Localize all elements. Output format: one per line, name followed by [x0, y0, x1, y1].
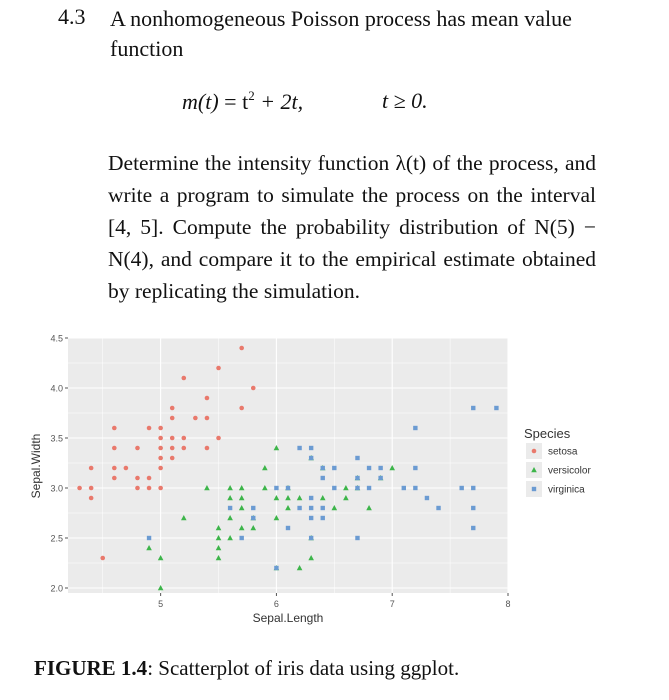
legend-label-versicolor: versicolor	[548, 465, 591, 477]
setosa-point	[89, 496, 94, 501]
setosa-point	[158, 486, 163, 491]
setosa-point	[205, 416, 210, 421]
setosa-point	[158, 426, 163, 431]
virginica-point	[355, 536, 359, 540]
setosa-point	[239, 346, 244, 351]
setosa-point	[158, 456, 163, 461]
setosa-point	[170, 446, 175, 451]
iris-scatterplot	[0, 328, 669, 648]
equation-lhs: m(t)	[182, 89, 219, 114]
x-tick-label: 7	[389, 599, 395, 609]
setosa-point	[158, 436, 163, 441]
setosa-point	[239, 406, 244, 411]
setosa-point	[89, 466, 94, 471]
legend-key-virginica	[532, 487, 536, 491]
virginica-point	[251, 506, 255, 510]
virginica-point	[309, 506, 313, 510]
virginica-point	[274, 486, 278, 490]
y-tick-label: 2.5	[50, 533, 63, 544]
virginica-point	[436, 506, 440, 510]
virginica-point	[309, 456, 313, 460]
setosa-point	[135, 446, 140, 451]
virginica-point	[413, 466, 417, 470]
y-tick-label: 3.0	[50, 483, 63, 494]
exercise-number: 4.3	[58, 4, 86, 29]
setosa-point	[112, 446, 117, 451]
setosa-point	[205, 446, 210, 451]
virginica-point	[297, 506, 301, 510]
legend	[524, 426, 591, 497]
setosa-point	[112, 466, 117, 471]
legend-label-setosa: setosa	[548, 446, 578, 458]
y-axis-title: Sepal.Width	[29, 433, 43, 499]
setosa-point	[112, 426, 117, 431]
equation-rest: + 2t,	[254, 89, 304, 114]
setosa-point	[181, 436, 186, 441]
setosa-point	[216, 436, 221, 441]
setosa-point	[77, 486, 82, 491]
virginica-point	[147, 536, 151, 540]
setosa-point	[170, 416, 175, 421]
virginica-point	[425, 496, 429, 500]
virginica-point	[321, 516, 325, 520]
virginica-point	[355, 456, 359, 460]
y-tick-label: 3.5	[50, 433, 63, 444]
virginica-point	[297, 446, 301, 450]
virginica-point	[471, 526, 475, 530]
setosa-point	[181, 376, 186, 381]
y-tick-label: 4.5	[50, 333, 63, 344]
setosa-point	[89, 486, 94, 491]
virginica-point	[355, 476, 359, 480]
legend-title: Species	[524, 426, 571, 441]
virginica-point	[321, 466, 325, 470]
caption-text: : Scatterplot of iris data using ggplot.	[147, 656, 460, 680]
virginica-point	[413, 426, 417, 430]
setosa-point	[147, 476, 152, 481]
setosa-point	[205, 396, 210, 401]
virginica-point	[332, 486, 336, 490]
virginica-point	[274, 566, 278, 570]
virginica-point	[332, 466, 336, 470]
setosa-point	[112, 476, 117, 481]
virginica-point	[286, 486, 290, 490]
virginica-point	[309, 536, 313, 540]
setosa-point	[158, 466, 163, 471]
equation-condition: t ≥ 0.	[382, 88, 428, 113]
virginica-point	[309, 446, 313, 450]
setosa-point	[170, 456, 175, 461]
setosa-point	[158, 446, 163, 451]
equation-exponent: 2	[248, 88, 255, 103]
virginica-point	[459, 486, 463, 490]
virginica-point	[471, 406, 475, 410]
virginica-point	[367, 466, 371, 470]
virginica-point	[228, 506, 232, 510]
x-axis-ticks	[158, 593, 510, 609]
setosa-point	[147, 486, 152, 491]
setosa-point	[100, 556, 105, 561]
virginica-point	[378, 476, 382, 480]
setosa-point	[135, 486, 140, 491]
virginica-point	[286, 526, 290, 530]
x-axis-title: Sepal.Length	[252, 611, 324, 625]
setosa-point	[124, 466, 129, 471]
setosa-point	[181, 446, 186, 451]
setosa-point	[216, 366, 221, 371]
virginica-point	[309, 496, 313, 500]
setosa-point	[251, 386, 256, 391]
virginica-point	[251, 516, 255, 520]
caption-label: FIGURE 1.4	[34, 656, 148, 680]
virginica-point	[402, 486, 406, 490]
x-tick-label: 6	[273, 599, 279, 609]
virginica-point	[309, 516, 313, 520]
virginica-point	[367, 486, 371, 490]
setosa-point	[193, 416, 198, 421]
virginica-point	[471, 486, 475, 490]
exercise-intro: A nonhomogeneous Poisson process has mean value function	[110, 6, 572, 61]
legend-label-virginica: virginica	[548, 484, 585, 496]
virginica-point	[239, 536, 243, 540]
virginica-point	[378, 466, 382, 470]
plot-panel	[68, 338, 508, 593]
y-tick-label: 2.0	[50, 583, 63, 594]
virginica-point	[413, 486, 417, 490]
x-tick-label: 5	[158, 599, 164, 609]
y-tick-label: 4.0	[50, 383, 63, 394]
mean-value-equation	[182, 88, 428, 115]
y-axis-ticks	[50, 334, 68, 594]
virginica-point	[321, 476, 325, 480]
setosa-point	[135, 476, 140, 481]
x-tick-label: 8	[505, 599, 511, 609]
setosa-point	[170, 406, 175, 411]
setosa-point	[147, 426, 152, 431]
virginica-point	[494, 406, 498, 410]
setosa-point	[170, 436, 175, 441]
figure-caption	[34, 656, 459, 681]
equation-eq: = t	[218, 89, 249, 114]
virginica-point	[471, 506, 475, 510]
virginica-point	[321, 506, 325, 510]
legend-items	[526, 443, 591, 497]
legend-key-setosa	[532, 449, 537, 454]
exercise-paragraph: Determine the intensity function λ(t) of the process, and write a program to simulate the process on the interval [4, 5]. Compute the probability distribution of N(5) − N(4), and compare it to the empirical estimate obtained by replicating the simulation.	[108, 151, 596, 303]
virginica-point	[355, 486, 359, 490]
